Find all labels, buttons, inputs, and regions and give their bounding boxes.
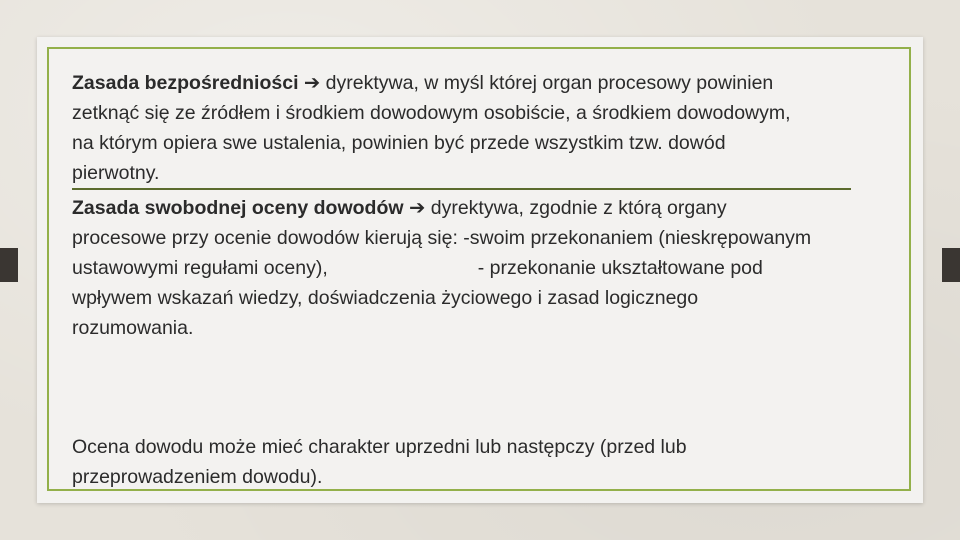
paragraph2-text-a: dyrektywa, zgodnie z którą organy procesowe przy ocenie dowodów kierują się: -swoim przekonaniem (nieskrępowanym ustawowymi regułami oceny),	[72, 197, 812, 279]
left-side-tab	[0, 248, 18, 282]
paragraph2-text-b: - przekonanie ukształtowane pod wpływem wskazań wiedzy, doświadczenia życiowego i zasad logicznego rozumowania.	[72, 257, 763, 339]
right-side-tab	[942, 248, 960, 282]
paragraph3-text: Ocena dowodu może mieć charakter uprzedni lub następczy (przed lub przeprowadzeniem dowodu).	[72, 436, 687, 488]
paragraph-bezposredniosci	[72, 68, 812, 188]
term-swobodnej-oceny: Zasada swobodnej oceny dowodów	[72, 197, 404, 219]
paragraph1-text: dyrektywa, w myśl której organ procesowy powinien zetknąć się ze źródłem i środkiem dowodowym osobiście, a środkiem dowodowym, na którym opiera swe ustalenia, powinien być przede wszystkim tzw. dowód pierwotny.	[72, 72, 791, 184]
paragraph-ocena-dowodu	[72, 432, 812, 492]
arrow-right-icon: ➔	[408, 197, 426, 219]
accent-rule	[72, 188, 851, 190]
arrow-right-icon: ➔	[303, 72, 321, 94]
paragraph-swobodnej-oceny	[72, 193, 812, 343]
term-bezposredniosci: Zasada bezpośredniości	[72, 72, 299, 94]
